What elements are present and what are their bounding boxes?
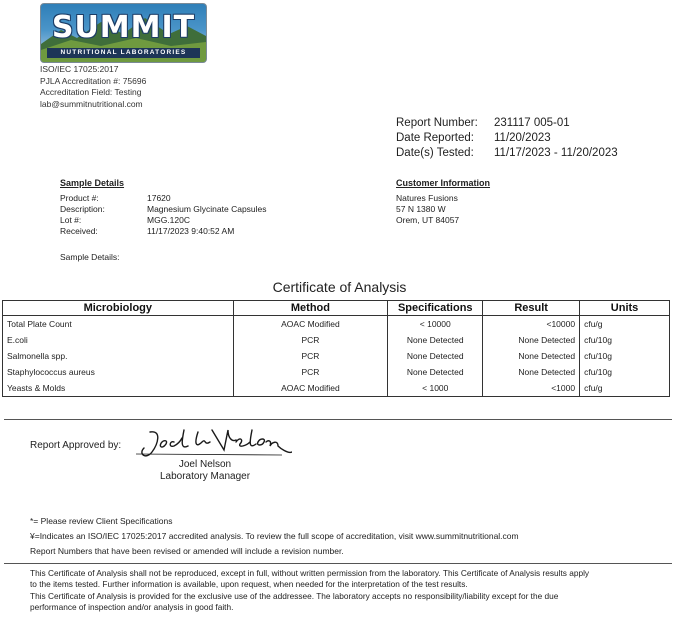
cell-result: None Detected — [483, 364, 580, 380]
description-value: Magnesium Glycinate Capsules — [147, 204, 267, 214]
cell-method: AOAC Modified — [233, 380, 388, 397]
cell-spec: None Detected — [388, 332, 483, 348]
note-revision: Report Numbers that have been revised or amended will include a revision number. — [30, 546, 344, 556]
cell-spec: None Detected — [388, 364, 483, 380]
cell-result: None Detected — [483, 332, 580, 348]
cell-spec: < 1000 — [388, 380, 483, 397]
disclaimer — [30, 568, 589, 613]
cell-result: None Detected — [483, 348, 580, 364]
cell-units: cfu/g — [580, 316, 670, 333]
cell-units: cfu/10g — [580, 364, 670, 380]
cell-test: Yeasts & Molds — [3, 380, 234, 397]
summit-logo — [40, 3, 207, 63]
date-reported: 11/20/2023 — [494, 132, 551, 144]
customer-name: Natures Fusions — [396, 193, 458, 203]
approver-name: Joel Nelson — [178, 459, 232, 470]
cell-test: E.coli — [3, 332, 234, 348]
logo-subtitle: NUTRITIONAL LABORATORIES — [47, 48, 200, 58]
lab-info — [40, 64, 146, 110]
col-header-specifications: Specifications — [388, 301, 483, 316]
dates-tested: 11/17/2023 - 11/20/2023 — [494, 147, 618, 159]
report-number-label: Report Number: — [396, 117, 478, 129]
cell-spec: None Detected — [388, 348, 483, 364]
product-value: 17620 — [147, 193, 171, 203]
customer-city: Orem, UT 84057 — [396, 215, 460, 225]
cell-result: <1000 — [483, 380, 580, 397]
date-reported-label: Date Reported: — [396, 132, 474, 144]
lab-field: Accreditation Field: Testing — [40, 87, 142, 97]
cell-units: cfu/10g — [580, 332, 670, 348]
approved-by-label: Report Approved by: — [30, 440, 122, 451]
lab-iso: ISO/IEC 17025:2017 — [40, 64, 119, 74]
cell-result: <10000 — [483, 316, 580, 333]
signature-graphic — [132, 424, 292, 464]
customer-info-heading: Customer Information — [396, 178, 491, 188]
table-header-row — [3, 301, 670, 316]
divider — [4, 419, 672, 420]
dates-tested-label: Date(s) Tested: — [396, 147, 474, 159]
col-header-result: Result — [483, 301, 580, 316]
sample-details-heading: Sample Details — [60, 178, 125, 188]
disclaimer-line: performance of inspection and/or analysis in good faith. — [30, 601, 234, 612]
cell-spec: < 10000 — [388, 316, 483, 333]
lab-email: lab@summitnutritional.com — [40, 98, 143, 109]
received-label: Received: — [60, 226, 98, 236]
table-row — [3, 316, 670, 333]
cell-method: PCR — [233, 364, 388, 380]
cell-test: Staphylococcus aureus — [3, 364, 234, 380]
approver-title: Laboratory Manager — [159, 471, 251, 482]
disclaimer-line: This Certificate of Analysis shall not be reproduced, except in full, without written permission from the laboratory. This Certificate of Analysis results apply — [30, 568, 590, 578]
received-value: 11/17/2023 9:40:52 AM — [147, 226, 235, 236]
cell-test: Total Plate Count — [3, 316, 234, 333]
sample-details-label: Sample Details: — [60, 252, 120, 262]
disclaimer-line: This Certificate of Analysis is provided for the exclusive use of the addressee. The laboratory accepts no responsibility/liability except for the due — [30, 590, 559, 601]
logo-name: SUMMIT — [51, 10, 196, 45]
note-client-specs: *= Please review Client Specifications — [30, 516, 173, 526]
lot-label: Lot #: — [60, 215, 82, 225]
col-header-method: Method — [233, 301, 388, 316]
cell-method: PCR — [233, 332, 388, 348]
cell-method: AOAC Modified — [233, 316, 388, 333]
lot-value: MGG.120C — [147, 215, 190, 225]
divider — [4, 563, 672, 564]
table-row — [3, 364, 670, 380]
results-table — [2, 300, 670, 397]
note-accreditation: ¥=Indicates an ISO/IEC 17025:2017 accredited analysis. To review the full scope of accreditation, visit www.summitnutritional.com — [30, 531, 519, 541]
customer-address: 57 N 1380 W — [396, 204, 446, 214]
table-row — [3, 380, 670, 397]
cell-method: PCR — [233, 348, 388, 364]
col-header-microbiology: Microbiology — [3, 301, 234, 316]
cell-units: cfu/g — [580, 380, 670, 397]
lab-pjla: PJLA Accreditation #: 75696 — [40, 75, 147, 86]
cell-test: Salmonella spp. — [3, 348, 234, 364]
certificate-title: Certificate of Analysis — [272, 279, 407, 295]
table-row — [3, 332, 670, 348]
col-header-units: Units — [580, 301, 670, 316]
report-number: 231117 005-01 — [494, 117, 570, 129]
cell-units: cfu/10g — [580, 348, 670, 364]
table-row — [3, 348, 670, 364]
product-label: Product #: — [60, 193, 99, 203]
disclaimer-line: to the items tested. Further information is available, upon request, when needed for the interpretation of the test results. — [30, 579, 468, 590]
description-label: Description: — [60, 204, 105, 214]
